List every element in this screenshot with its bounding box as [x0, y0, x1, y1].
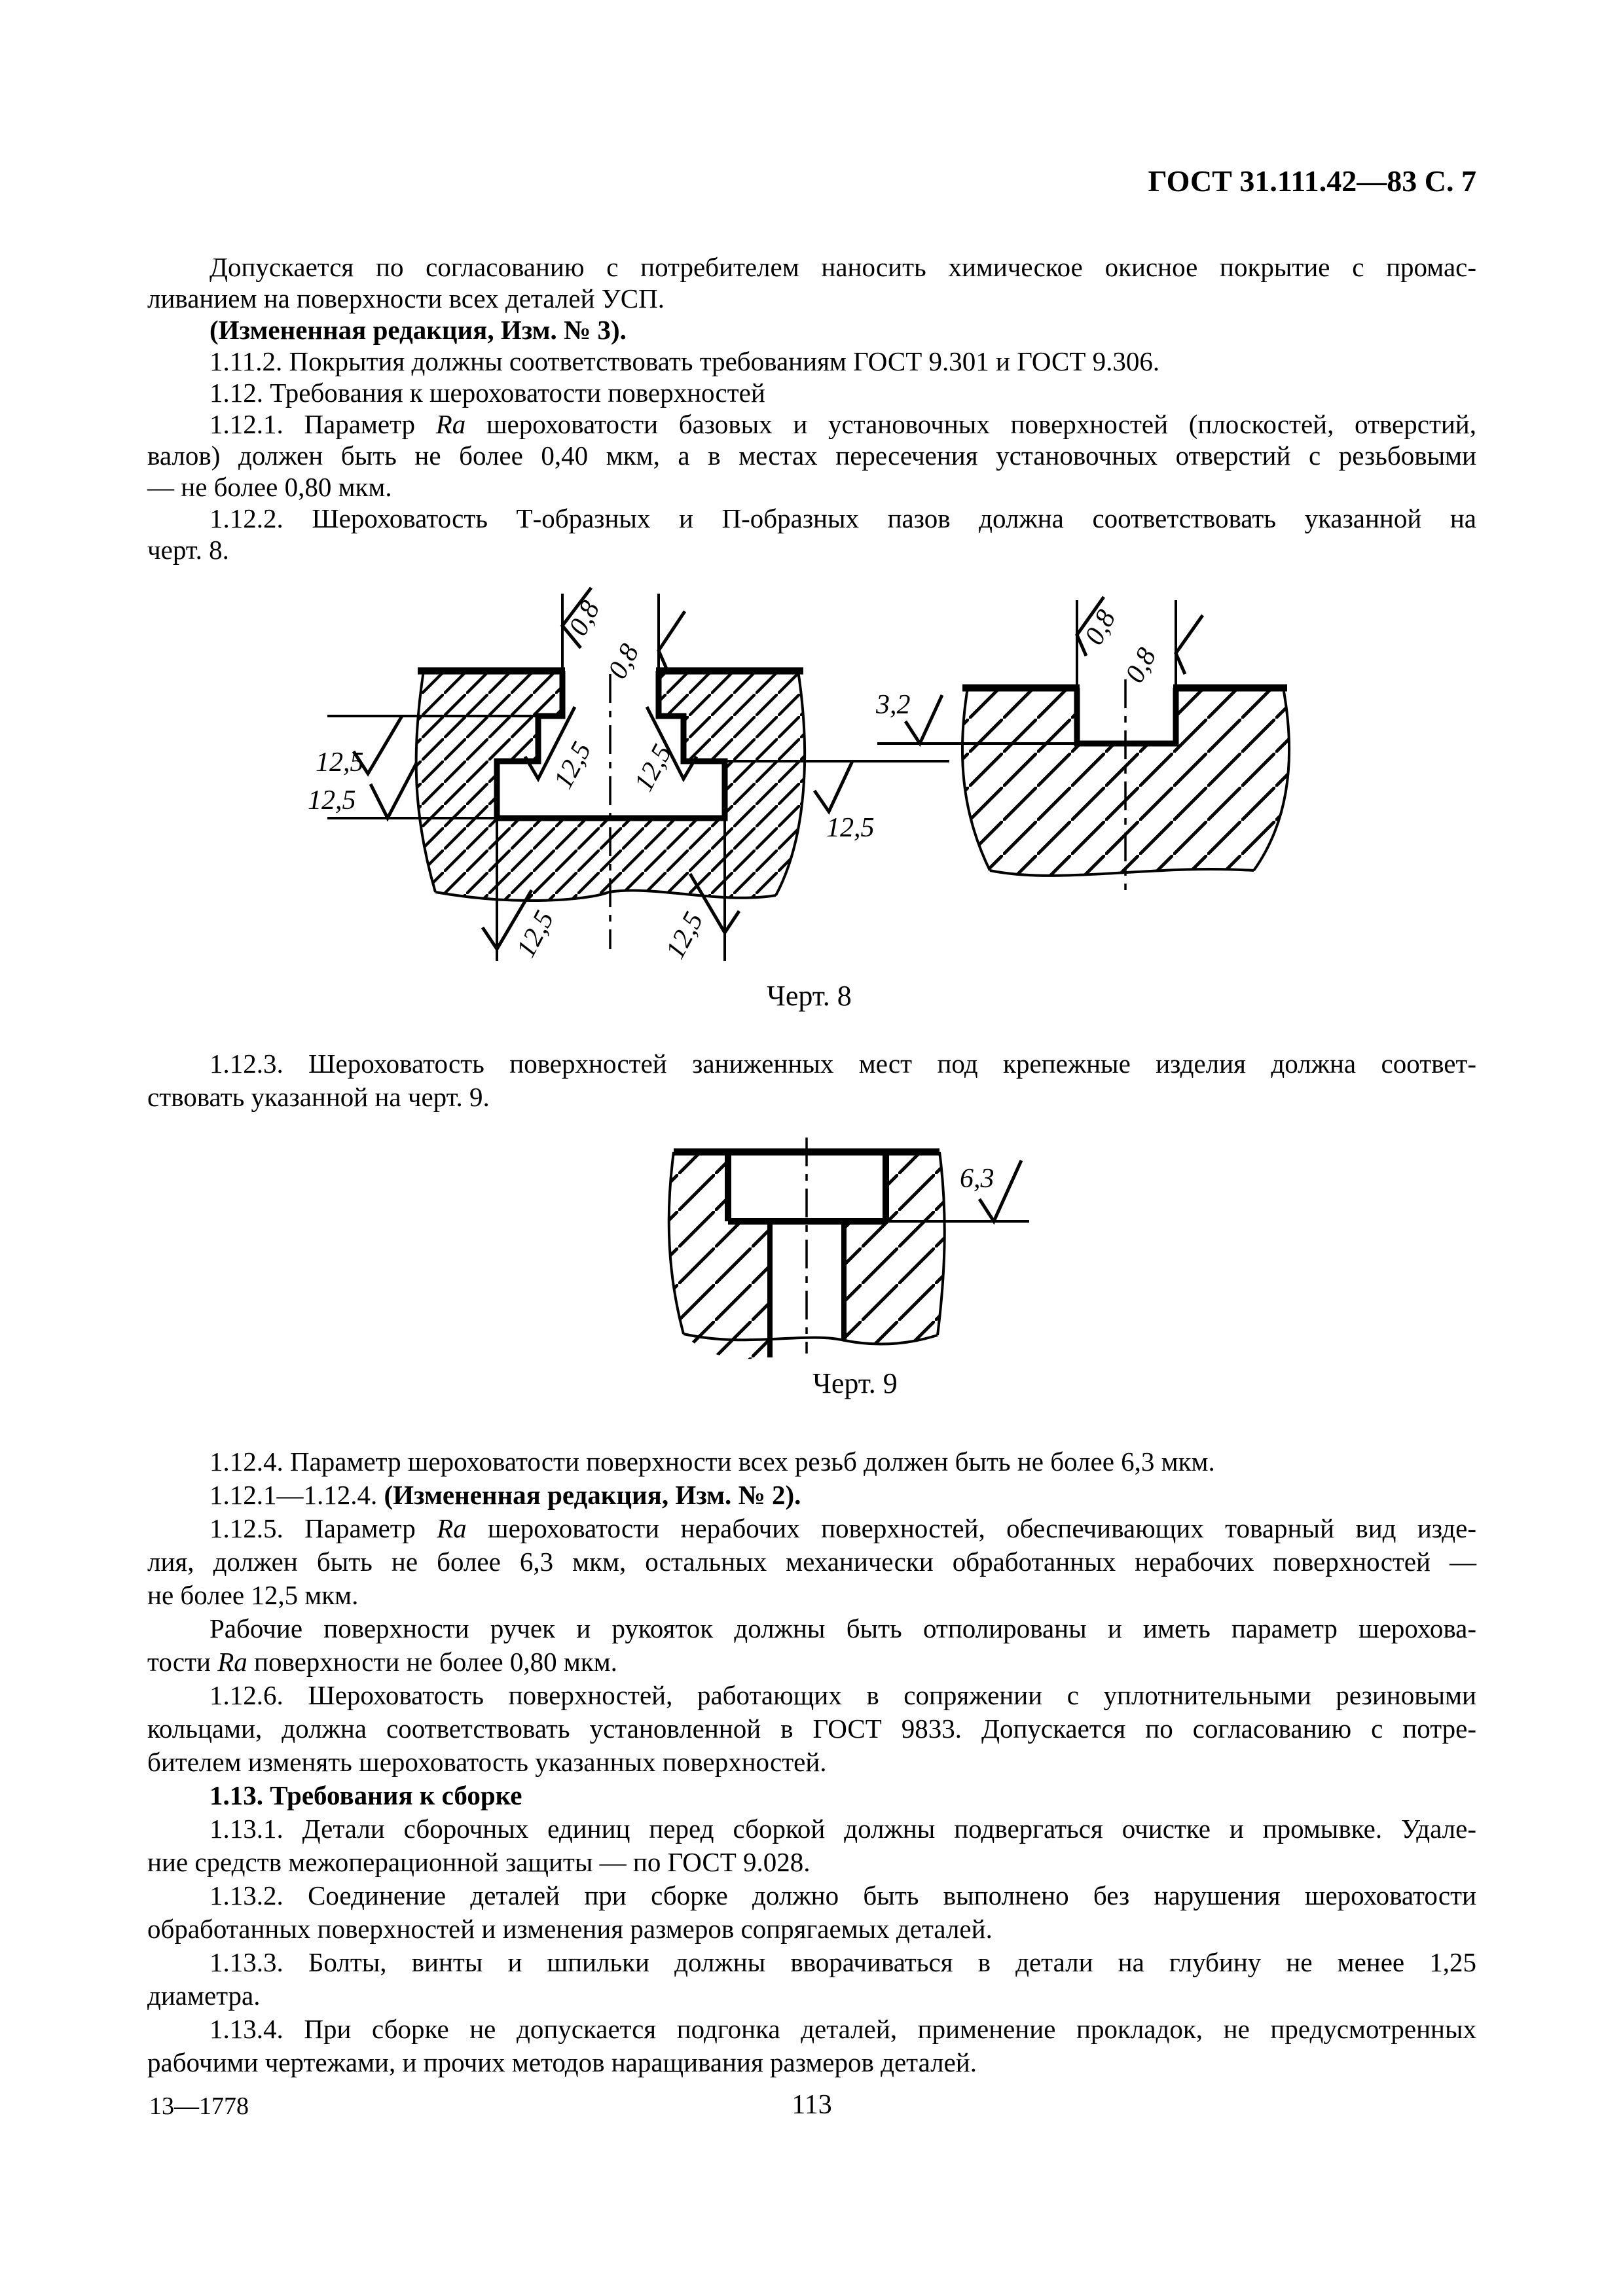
- fig8-drawing: [288, 583, 1362, 1034]
- body-line: 1.12.4. Параметр шероховатости поверхности всех резьб должен быть не более 6,3 мкм.: [210, 1446, 1215, 1477]
- roughness-tick: [905, 695, 942, 744]
- ra-symbol: Ra: [437, 1513, 467, 1543]
- body-line: диаметра.: [147, 1981, 261, 2011]
- amendment-bold: (Измененная редакция, Изм. № 2).: [384, 1480, 801, 1510]
- line-seg: 1.12.5. Параметр: [210, 1513, 437, 1543]
- roughness-label: 12,5: [308, 785, 356, 816]
- body-line: — не более 0,80 мкм.: [147, 472, 392, 502]
- body-line: 1.13.2. Соединение деталей при сборке должно быть выполнено без нарушения шероховатости: [210, 1880, 1476, 1910]
- footer-document-number: 13—1778: [149, 2092, 249, 2120]
- counterbore-hatch-left: [669, 1152, 770, 1359]
- roughness-label: 12,5: [548, 737, 598, 794]
- body-line: Допускается по согласованию с потребителем наносить химическое окисное покрытие с промас-: [210, 252, 1476, 282]
- body-line: 1.13.1. Детали сборочных единиц перед сборкой должны подвергаться очистке и промывке. Удале-: [210, 1814, 1476, 1844]
- line-seg: тости: [147, 1647, 218, 1677]
- text-block-1: [147, 251, 1476, 565]
- body-line: 1.11.2. Покрытия должны соответствовать требованиям ГОСТ 9.301 и ГОСТ 9.306.: [210, 346, 1160, 376]
- body-line: ствовать указанной на черт. 9.: [147, 1082, 490, 1112]
- fig8-caption: Черт. 8: [767, 980, 852, 1012]
- body-line: 1.12.2. Шероховатость Т-образных и П-образных пазов должна соответствовать указанной на: [210, 503, 1476, 533]
- roughness-label: 0,8: [1079, 605, 1122, 650]
- body-line-section-1-12: 1.12. Требования к шероховатости поверхностей: [210, 378, 765, 408]
- line-seg: 1.12.1—1.12.4.: [210, 1480, 384, 1510]
- body-line: бителем изменять шероховатость указанных поверхностей.: [147, 1747, 827, 1777]
- roughness-tick: [371, 763, 416, 818]
- roughness-label: 12,5: [511, 906, 560, 963]
- roughness-tick: [1176, 615, 1203, 674]
- text-block-2: [147, 1047, 1476, 1114]
- ra-symbol: Ra: [435, 409, 466, 439]
- fig9-caption: Черт. 9: [812, 1367, 898, 1399]
- body-line: валов) должен быть не более 0,40 мкм, а в местах пересечения установочных отверстий с резьбовыми: [147, 440, 1476, 471]
- body-line: ливанием на поверхности всех деталей УСП.: [147, 283, 665, 314]
- counterbore-hatch-right: [844, 1152, 945, 1344]
- body-line: Рабочие поверхности ручек и рукояток должны быть отполированы и иметь параметр шерохова-: [210, 1613, 1476, 1643]
- body-line: [147, 1512, 1476, 1545]
- line-seg: шероховатости нерабочих поверхностей, обеспечивающих товарный вид изде-: [466, 1513, 1476, 1543]
- roughness-label: 0,8: [1120, 643, 1163, 688]
- roughness-label: 0,8: [563, 596, 606, 641]
- roughness-label: 12,5: [629, 740, 678, 797]
- body-line: 1.13.3. Болты, винты и шпильки должны вворачиваться в детали на глубину не менее 1,25: [210, 1947, 1476, 1977]
- body-line: черт. 8.: [147, 535, 229, 565]
- body-line: лия, должен быть не более 6,3 мкм, остальных механически обработанных нерабочих поверхностей —: [147, 1547, 1476, 1577]
- footer-page-number: 113: [792, 2090, 832, 2120]
- roughness-label: 12,5: [316, 747, 364, 778]
- body-line: не более 12,5 мкм.: [147, 1580, 359, 1610]
- body-line: рабочими чертежами, и прочих методов наращивания размеров деталей.: [147, 2047, 977, 2077]
- body-line-amendment: (Измененная редакция, Изм. № 3).: [210, 315, 627, 345]
- line-seg: поверхности не более 0,80 мкм.: [247, 1647, 617, 1677]
- line-seg: 1.12.1. Параметр: [210, 409, 436, 439]
- body-line-section-1-13: 1.13. Требования к сборке: [210, 1780, 522, 1810]
- body-line: 1.12.6. Шероховатость поверхностей, работающих в сопряжении с уплотнительными резиновыми: [210, 1680, 1476, 1710]
- roughness-label: 3,2: [876, 690, 911, 720]
- body-line: ние средств межоперационной защиты — по ГОСТ 9.028.: [147, 1847, 811, 1877]
- text-block-3: [147, 1445, 1476, 2079]
- body-line: кольцами, должна соответствовать установленной в ГОСТ 9833. Допускается по согласованию с потре-: [147, 1713, 1476, 1744]
- roughness-label: 6,3: [960, 1164, 994, 1194]
- roughness-label: 12,5: [826, 813, 875, 843]
- roughness-label: 12,5: [660, 907, 710, 964]
- body-line: [147, 1645, 1476, 1679]
- roughness-label: 0,8: [602, 639, 646, 684]
- roughness-tick: [814, 761, 852, 812]
- body-line-amendment: [147, 1479, 1476, 1512]
- body-line: обработанных поверхностей и изменения размеров сопрягаемых деталей.: [147, 1914, 993, 1944]
- ra-symbol: Ra: [217, 1647, 247, 1677]
- body-line: [147, 408, 1476, 440]
- page-header: ГОСТ 31.111.42—83 С. 7: [1148, 164, 1476, 198]
- body-line: 1.12.3. Шероховатость поверхностей заниженных мест под крепежные изделия должна соответ-: [210, 1049, 1476, 1079]
- fig9-drawing: [642, 1138, 1061, 1373]
- roughness-tick: [659, 611, 685, 672]
- body-line: 1.13.4. При сборке не допускается подгонка деталей, применение прокладок, не предусмотренных: [210, 2014, 1476, 2044]
- line-seg: шероховатости базовых и установочных поверхностей (плоскостей, отверстий,: [465, 409, 1476, 439]
